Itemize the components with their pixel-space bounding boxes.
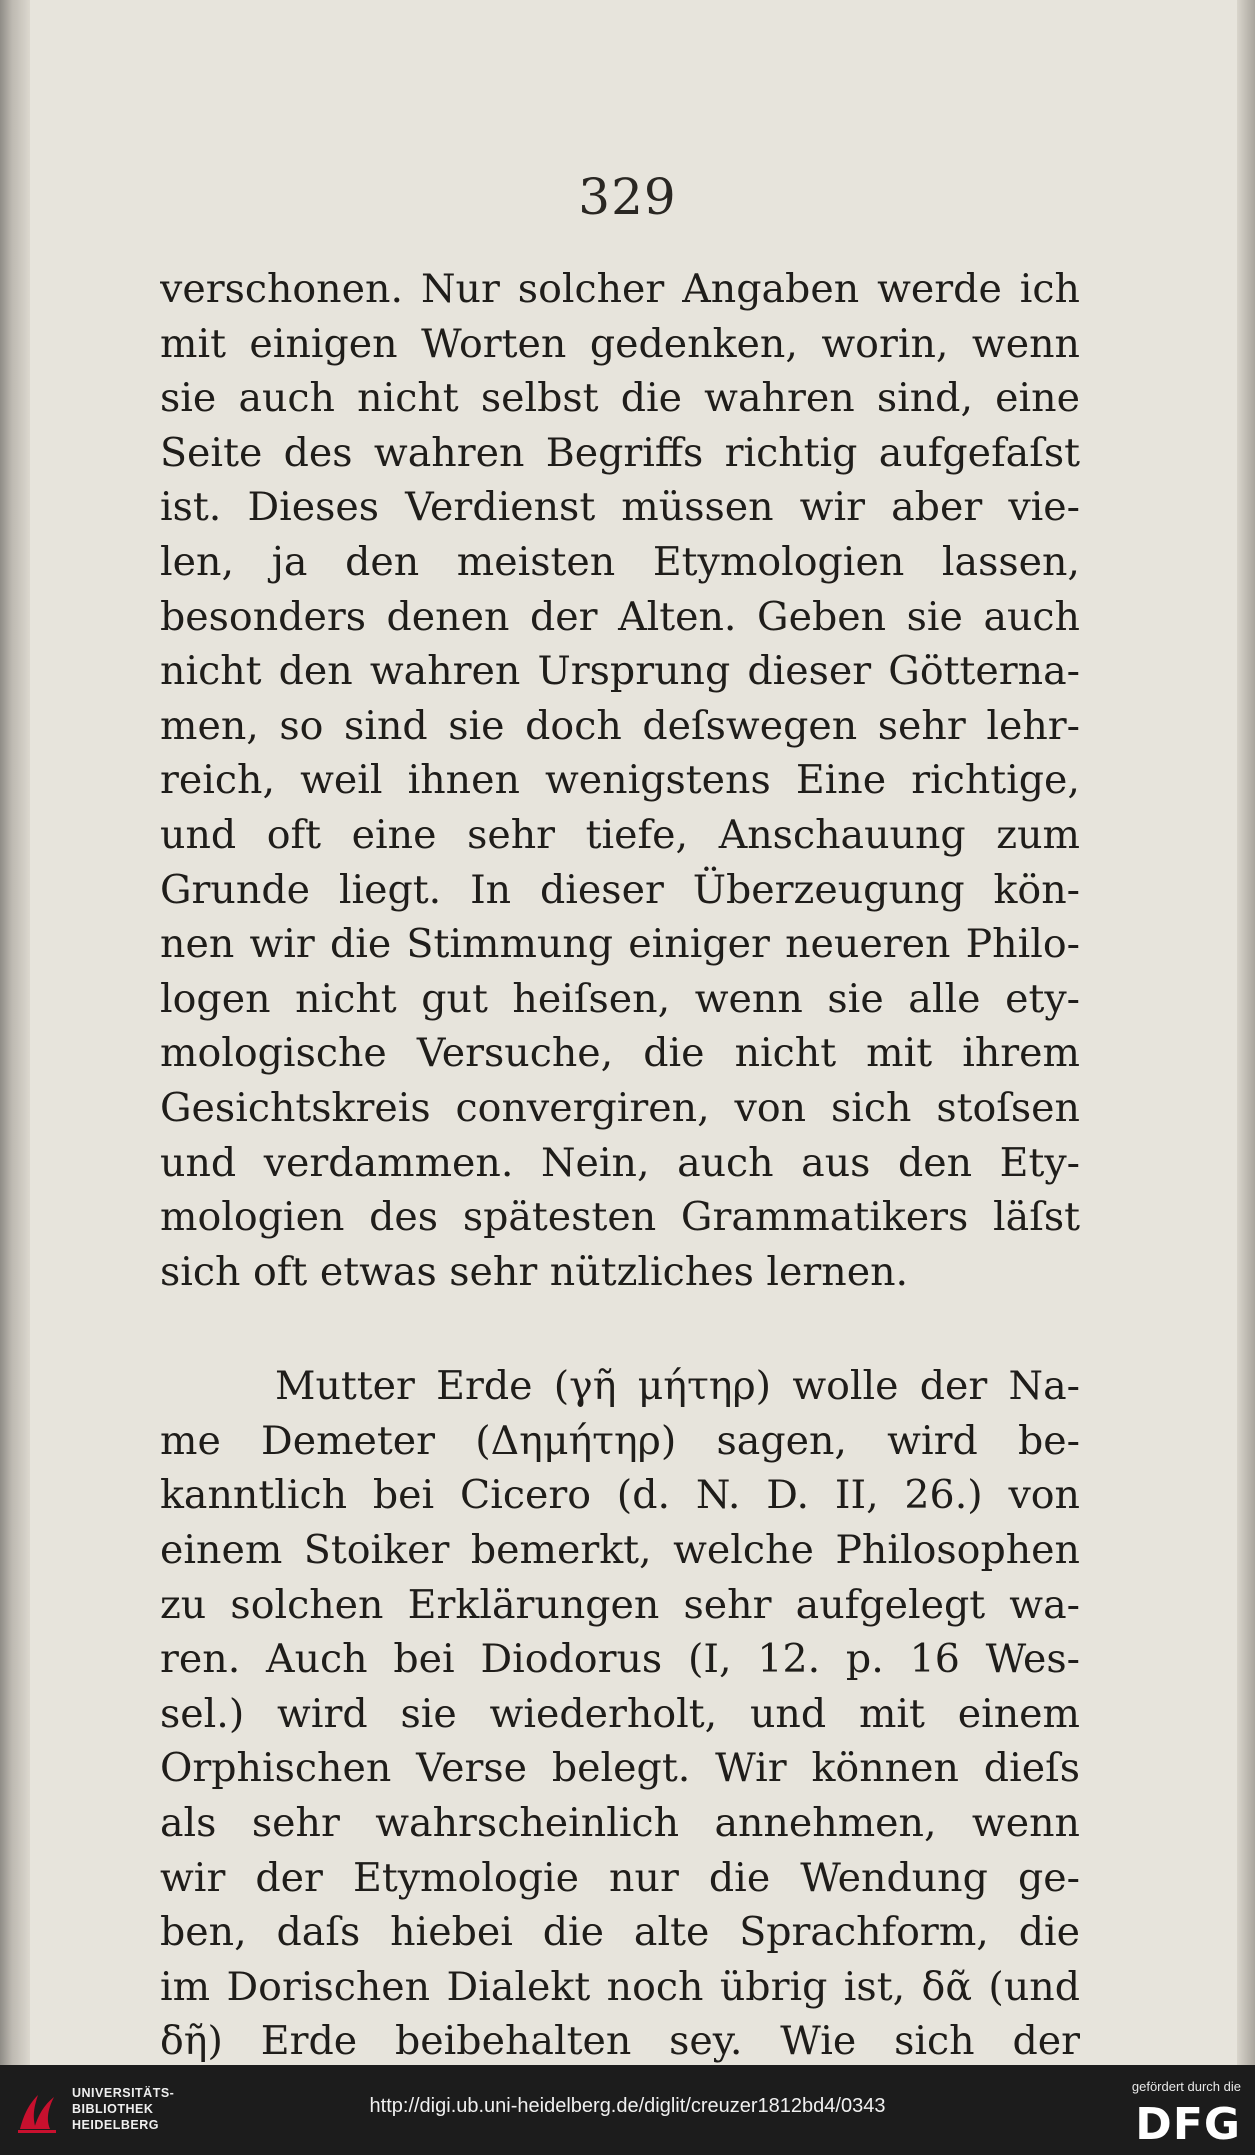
text-line: reich, weil ihnen wenigstens Eine richtige, [160, 757, 1080, 804]
text-line: men, so sind sie doch deſswegen sehr lehr- [160, 702, 1080, 749]
text-line: und oft eine sehr tiefe, Anschauung zum [160, 811, 1080, 858]
text-line: mit einigen Worten gedenken, worin, wenn [160, 320, 1080, 367]
permalink-url[interactable]: http://digi.ub.uni-heidelberg.de/diglit/creuzer1812bd4/0343 [369, 2095, 886, 2117]
text-line: besonders denen der Alten. Geben sie auch [160, 593, 1080, 640]
book-binding-shadow [0, 0, 30, 2065]
text-line: δῆ) Erde beibehalten sey. Wie sich der [160, 2018, 1080, 2065]
text-line: Seite des wahren Begriffs richtig aufgefaſst [160, 429, 1080, 476]
paragraph-1 [160, 262, 1080, 1299]
text-line: me Demeter (Δημήτηρ) sagen, wird be- [160, 1417, 1080, 1464]
library-name-line: UNIVERSITÄTS- [72, 2086, 175, 2100]
text-line: nen wir die Stimmung einiger neueren Philo- [160, 921, 1080, 968]
text-line: mologische Versuche, die nicht mit ihrem [160, 1030, 1080, 1077]
text-line: sie auch nicht selbst die wahren sind, eine [160, 375, 1080, 422]
text-line: Mutter Erde (γῆ μήτηρ) wolle der Na- [275, 1363, 1080, 1410]
text-line: kanntlich bei Cicero (d. N. D. II, 26.) von [160, 1472, 1080, 1519]
text-line: ben, daſs hiebei die alte Sprachform, die [160, 1909, 1080, 1956]
paragraph-gap [160, 1299, 1080, 1359]
text-line: Grunde liegt. In dieser Überzeugung kön- [160, 866, 1080, 913]
text-line: als sehr wahrscheinlich annehmen, wenn [160, 1800, 1080, 1847]
text-line: zu solchen Erklärungen sehr aufgelegt wa- [160, 1581, 1080, 1628]
text-line: nicht den wahren Ursprung dieser Götterna- [160, 648, 1080, 695]
page-number: 329 [578, 168, 677, 226]
text-line: wir der Etymologie nur die Wendung ge- [160, 1854, 1080, 1901]
library-name-line: BIBLIOTHEK [72, 2102, 154, 2116]
body-text [160, 262, 1080, 2065]
page-edge [1237, 0, 1255, 2065]
funded-by-label: gefördert durch die [1131, 2079, 1241, 2094]
text-line: verschonen. Nur solcher Angaben werde ich [160, 266, 1080, 312]
paragraph-2 [160, 1359, 1080, 2065]
text-line: im Dorischen Dialekt noch übrig ist, δᾶ (und [160, 1963, 1080, 2010]
dfg-logo: DFG [1135, 2099, 1241, 2150]
text-line: ist. Dieses Verdienst müssen wir aber vie- [160, 484, 1080, 531]
viewer-footer [0, 2065, 1255, 2155]
text-line: logen nicht gut heiſsen, wenn sie alle ety- [160, 975, 1080, 1022]
text-line: einem Stoiker bemerkt, welche Philosophen [160, 1527, 1080, 1574]
library-name-line: HEIDELBERG [72, 2118, 159, 2132]
text-line: mologien des spätesten Grammatikers läſst [160, 1194, 1080, 1241]
text-line: sich oft etwas sehr nützliches lernen. [160, 1248, 909, 1295]
text-line: und verdammen. Nein, auch aus den Ety- [160, 1139, 1080, 1186]
text-line: len, ja den meisten Etymologien lassen, [160, 538, 1080, 585]
text-line: sel.) wird sie wiederholt, und mit einem [160, 1690, 1080, 1737]
text-line: Gesichtskreis convergiren, von sich stoſsen [160, 1084, 1080, 1131]
text-line: Orphischen Verse belegt. Wir können dieſs [160, 1745, 1080, 1792]
text-line: ren. Auch bei Diodorus (I, 12. p. 16 Wes- [160, 1636, 1080, 1683]
